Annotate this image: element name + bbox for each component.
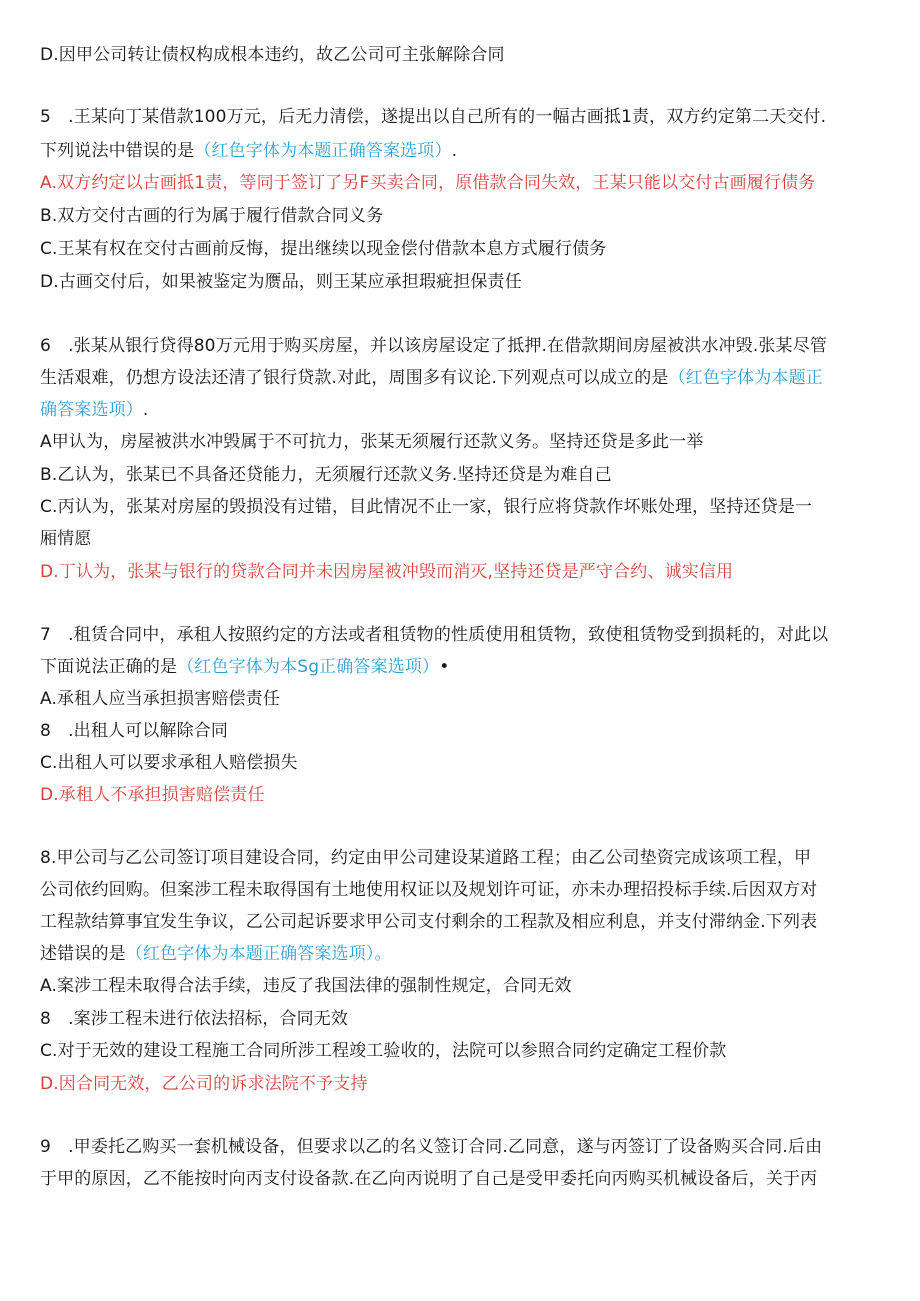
text-line	[40, 752, 298, 774]
text-run: 于甲的原因，乙不能按时向丙支付设备款.在乙向丙说明了自己是受甲委托向丙购买机械设备后，关于丙	[40, 1169, 818, 1189]
text-line	[40, 205, 383, 227]
text-line	[40, 1168, 817, 1190]
text-line	[40, 656, 449, 678]
text-run: C.王某有权在交付古画前反悔，提出继续以现金偿付借款本息方式履行债务	[40, 239, 607, 259]
text-line	[40, 528, 91, 550]
text-run: A.承租人应当承担损害赔偿责任	[40, 689, 280, 709]
text-line	[40, 335, 827, 357]
text-line	[40, 106, 826, 128]
note-text: （红色字体为本Sg正确答案选项）	[177, 657, 440, 677]
text-line	[40, 688, 280, 710]
text-run: C.对于无效的建设工程施工合同所涉工程竣工验收的，法院可以参照合同约定确定工程价款	[40, 1041, 727, 1061]
text-run: 7 .租赁合同中，承租人按照约定的方法或者租赁物的性质使用租赁物，致使租赁物受到损耗的，对此以	[40, 625, 829, 645]
text-run: .	[451, 141, 458, 161]
text-line	[40, 1008, 348, 1030]
note-text: （红色字体为本题正确答案选项）	[125, 944, 375, 964]
text-line	[40, 431, 703, 453]
text-line	[40, 720, 228, 742]
text-line	[40, 911, 817, 933]
text-line	[40, 172, 815, 194]
text-run: 下面说法正确的是	[40, 657, 178, 677]
note-text: 。	[374, 944, 392, 964]
answer-text: D.承租人不承担损害赔偿责任	[40, 785, 265, 805]
text-run: C.出租人可以要求承租人赔偿损失	[40, 753, 298, 773]
text-line	[40, 399, 148, 421]
text-run: .	[142, 400, 149, 420]
text-run: 5 .王某向丁某借款100万元，后无力清偿，遂提出以自己所有的一幅古画抵1责，双方约定第二天交付.	[40, 107, 827, 127]
text-run: C.丙认为，张某对房屋的毁损没有过错，目此情况不止一家，银行应将贷款作坏账处理，坚持还贷是一	[40, 497, 813, 517]
text-run: 厢情愿	[40, 529, 92, 549]
text-line	[40, 784, 265, 806]
text-line	[40, 496, 812, 518]
text-line	[40, 140, 457, 162]
text-run: B.乙认为，张某已不具备还贷能力，无须履行还款义务.坚持还贷是为难自己	[40, 465, 612, 485]
text-line	[40, 943, 392, 965]
text-line	[40, 367, 823, 389]
text-line	[40, 271, 522, 293]
text-run: 8.甲公司与乙公司签订项目建设合同，约定由甲公司建设某道路工程；由乙公司垫资完成该项工程，甲	[40, 848, 812, 868]
text-run: 8 .案涉工程未进行依法招标，合同无效	[40, 1009, 349, 1029]
text-line	[40, 44, 505, 66]
answer-text: D.丁认为，张某与银行的贷款合同并未因房屋被冲毁而消灭,坚持还贷是严守合约、诚实信用	[40, 562, 734, 582]
text-line	[40, 879, 817, 901]
text-run: 工程款结算事宜发生争议，乙公司起诉要求甲公司支付剩余的工程款及相应利息，并支付滞纳金.下列表	[40, 912, 818, 932]
text-run: B.双方交付古画的行为属于履行借款合同义务	[40, 206, 384, 226]
text-run: D.因甲公司转让债权构成根本违约，故乙公司可主张解除合同	[40, 45, 505, 65]
text-line	[40, 561, 733, 583]
text-run: A.案涉工程未取得合法手续，违反了我国法律的强制性规定，合同无效	[40, 976, 572, 996]
text-run: 8 .出租人可以解除合同	[40, 721, 229, 741]
answer-text: A.双方约定以古画抵1责，等同于签订了另F买卖合同，原借款合同失效，王某只能以交付古画履行债务	[40, 173, 816, 193]
text-line	[40, 1073, 368, 1095]
text-line	[40, 624, 828, 646]
text-run: 述错误的是	[40, 944, 126, 964]
text-run: 生活艰难，仍想方设法还清了银行贷款.对此，周围多有议论.下列观点可以成立的是	[40, 368, 669, 388]
note-text: 确答案选项）	[40, 400, 143, 420]
text-line	[40, 1136, 822, 1158]
text-line	[40, 238, 606, 260]
text-run: A甲认为，房屋被洪水冲毁属于不可抗力，张某无须履行还款义务。坚持还贷是多此一举	[40, 432, 704, 452]
text-line	[40, 464, 612, 486]
text-line	[40, 975, 572, 997]
note-text: （红色字体为本题正确答案选项）	[194, 141, 452, 161]
text-run: 公司依约回购。但案涉工程未取得国有土地使用权证以及规划许可证，亦未办理招投标手续.后因双方对	[40, 880, 818, 900]
text-line	[40, 847, 811, 869]
text-run: 6 .张某从银行贷得80万元用于购买房屋，并以该房屋设定了抵押.在借款期间房屋被洪水冲毁.张某尽管	[40, 336, 828, 356]
text-run: •	[439, 657, 450, 677]
text-line	[40, 1040, 726, 1062]
text-run: 9 .甲委托乙购买一套机械设备，但要求以乙的名义签订合同.乙同意，遂与丙签订了设备购买合同.后由	[40, 1137, 823, 1157]
answer-text: D.因合同无效，乙公司的诉求法院不予支持	[40, 1074, 368, 1094]
text-run: 下列说法中错误的是	[40, 141, 195, 161]
note-text: （红色字体为本题正	[668, 368, 823, 388]
text-run: D.古画交付后，如果被鉴定为赝品，则王某应承担瑕疵担保责任	[40, 272, 522, 292]
